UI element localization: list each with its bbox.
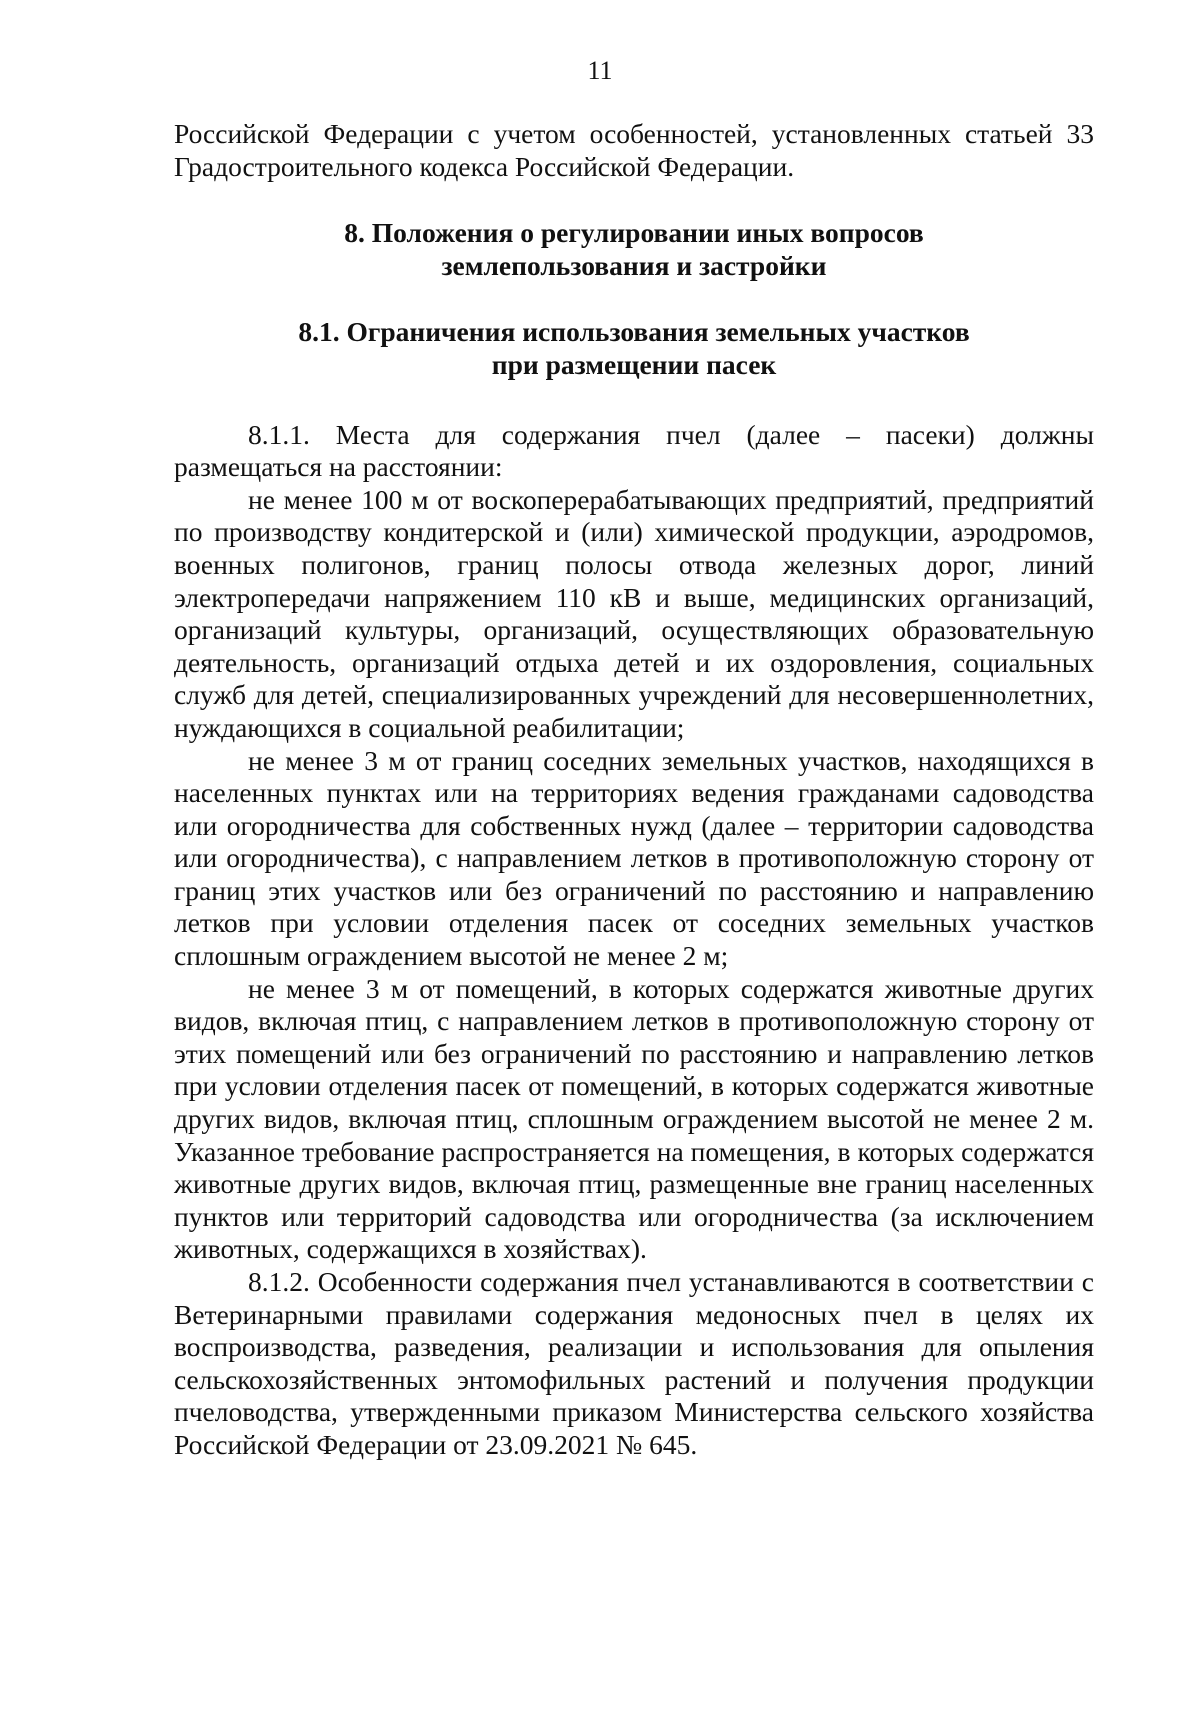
section-8-title-line-2: землепользования и застройки	[441, 249, 827, 281]
document-body	[174, 118, 1094, 1462]
section-8-title-line-1: 8. Положения о регулировании иных вопросов	[344, 217, 924, 249]
paragraph-distance-3m-premises: не менее 3 м от помещений, в которых содержатся животные других видов, включая птиц, с направлением летков в противоположную сторону от этих помещений или без ограничений по расстоянию и направлению летков при условии отделения пасек от помещений, в которых содержатся животные других видов, включая птиц, сплошным ограждением высотой не менее 2 м. Указанное требование распространяется на помещения, в которых содержатся животные других видов, включая птиц, размещенные вне границ населенных пунктов или территорий садоводства или огородничества (за исключением животных, содержащихся в хозяйствах).	[174, 972, 1094, 1265]
paragraph-8-1-1: 8.1.1. Места для содержания пчел (далее – пасеки) должны размещаться на расстоянии:	[174, 418, 1094, 483]
section-8-1-title-line-2: при размещении пасек	[491, 348, 777, 380]
intro-paragraph: Российской Федерации с учетом особенностей, установленных статьей 33 Градостроительного кодекса Российской Федерации.	[174, 118, 1094, 182]
paragraph-distance-100m: не менее 100 м от воскоперерабатывающих предприятий, предприятий по производству кондитерской и (или) химической продукции, аэродромов, военных полигонов, границ полосы отвода железных дорог, линий электропередачи напряжением 110 кВ и выше, медицинских организаций, организаций культуры, организаций, осуществляющих образовательную деятельность, организаций отдыха детей и их оздоровления, социальных служб для детей, специализированных учреждений для несовершеннолетних, нуждающихся в социальной реабилитации;	[174, 483, 1094, 743]
section-8-heading	[174, 217, 1094, 282]
page-number: 11	[587, 56, 613, 85]
paragraph-8-1-2: 8.1.2. Особенности содержания пчел устанавливаются в соответствии с Ветеринарными правилами содержания медоносных пчел в целях их воспроизводства, разведения, реализации и использования для опыления сельскохозяйственных энтомофильных растений и получения продукции пчеловодства, утвержденными приказом Министерства сельского хозяйства Российской Федерации от 23.09.2021 № 645.	[174, 1266, 1094, 1460]
paragraph-distance-3m-plots: не менее 3 м от границ соседних земельных участков, находящихся в населенных пунктах или на территориях ведения гражданами садоводства или огородничества для собственных нужд (далее – территории садоводства или огородничества), с направлением летков в противоположную сторону от границ этих участков или без ограничений по расстоянию и направлению летков при условии отделения пасек от соседних земельных участков сплошным ограждением высотой не менее 2 м;	[174, 744, 1094, 972]
section-8-1-title-line-1: 8.1. Ограничения использования земельных участков	[298, 316, 970, 348]
section-8-1-heading	[174, 316, 1094, 381]
